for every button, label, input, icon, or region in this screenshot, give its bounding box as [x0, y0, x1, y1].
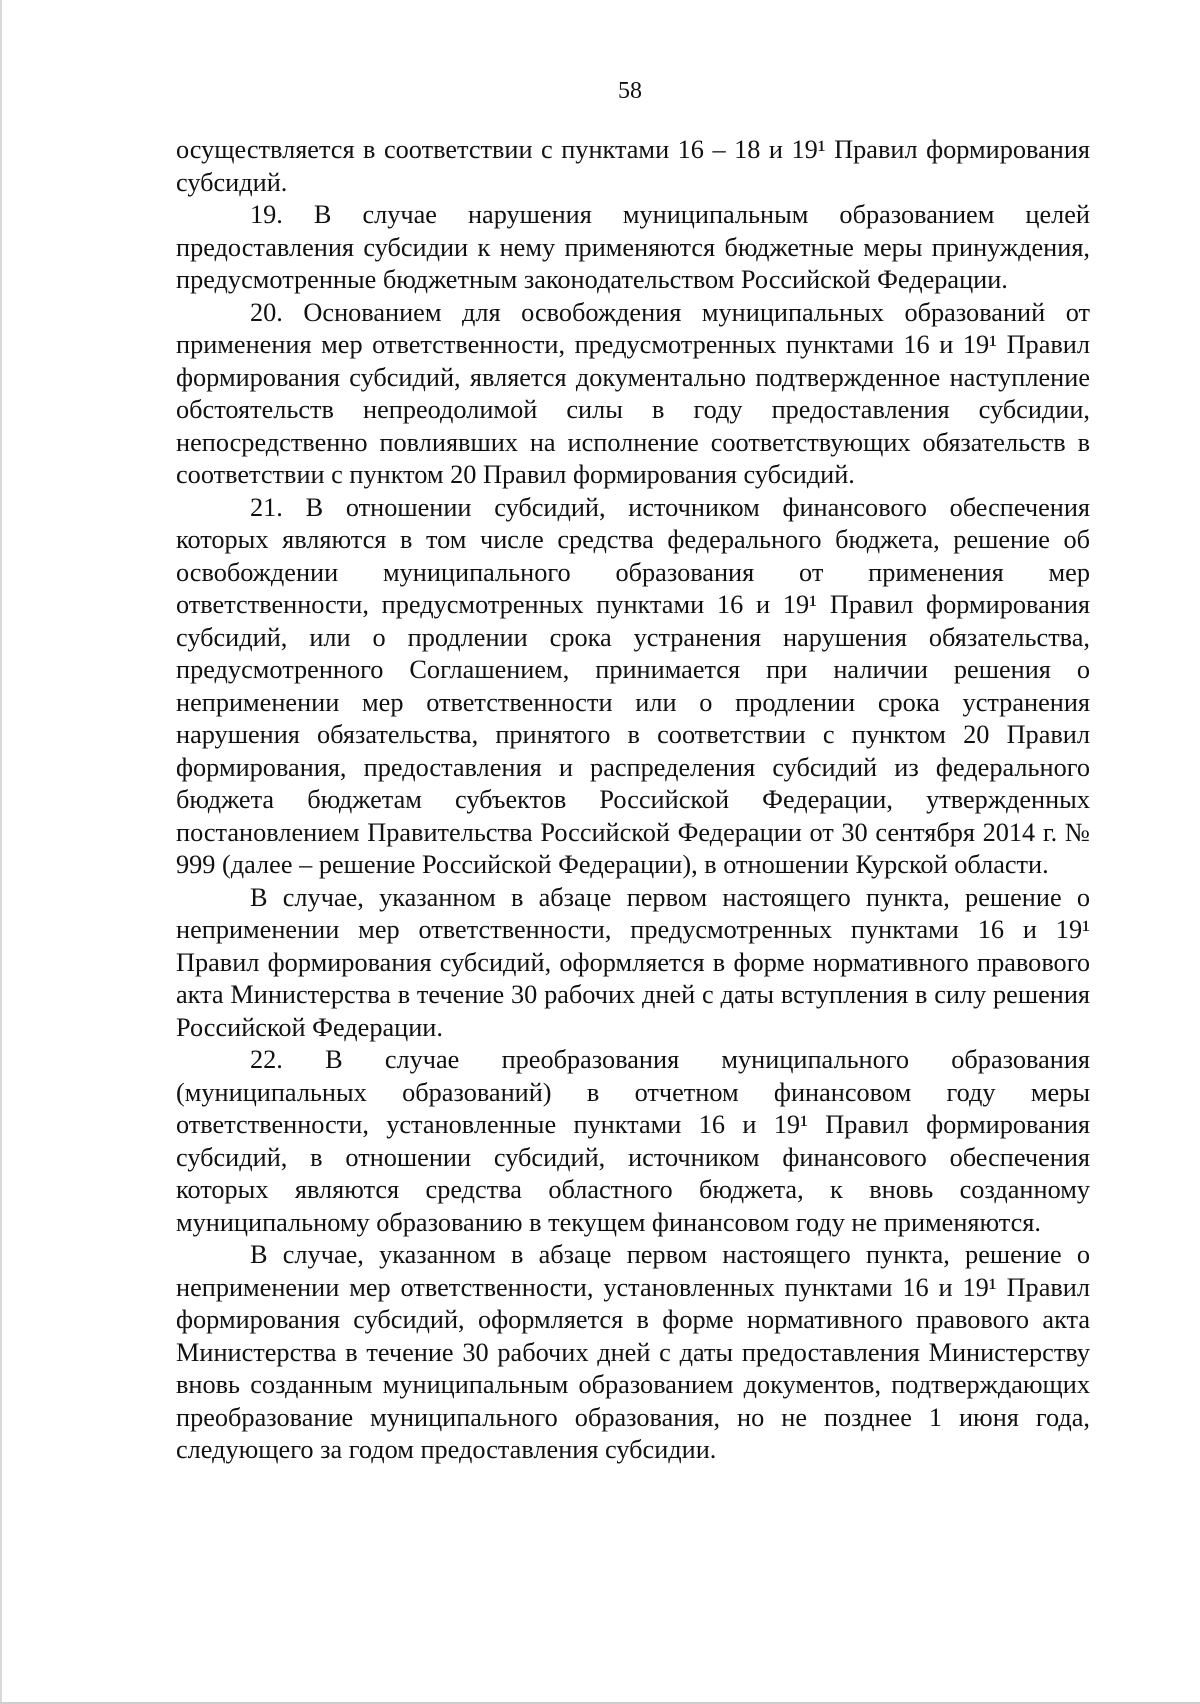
- paragraph-item-19: 19. В случае нарушения муниципальным образованием целей предоставления субсидии к нему применяются бюджетные меры принуждения, предусмотренные бюджетным законодательством Российской Федерации.: [176, 200, 1090, 294]
- paragraph-item-21: 21. В отношении субсидий, источником финансового обеспечения которых являются в том числе средства федерального бюджета, решение об освобождении муниципального образования от применения мер ответственности, предусмотренных пунктами 16 и 19¹ Правил формирования субсидий, или о продлении срока устранения нарушения обязательства, предусмотренного Соглашением, принимается при наличии решения о неприменении мер ответственности или о продлении срока устранения нарушения обязательства, принятого в соответствии с пунктом 20 Правил формирования, предоставления и распределения субсидий из федерального бюджета бюджетам субъектов Российской Федерации, утвержденных постановлением Правительства Российской Федерации от 30 сентября 2014 г. № 999 (далее – решение Российской Федерации), в отношении Курской области.: [176, 492, 1090, 879]
- document-body: [176, 134, 1090, 1467]
- paragraph-continuation: осуществляется в соответствии с пунктами 16 – 18 и 19¹ Правил формирования субсидий.: [176, 135, 1090, 197]
- scan-edge-left: [0, 0, 2, 1704]
- paragraph-item-22-case: В случае, указанном в абзаце первом настоящего пункта, решение о неприменении мер ответственности, установленных пунктами 16 и 19¹ Правил формирования субсидий, оформляется в форме нормативного правового акта Министерства в течение 30 рабочих дней с даты предоставления Министерству вновь созданным муниципальным образованием документов, подтверждающих преобразование муниципального образования, но не позднее 1 июня года, следующего за годом предоставления субсидии.: [176, 1240, 1090, 1464]
- paragraph-item-21-case: В случае, указанном в абзаце первом настоящего пункта, решение о неприменении мер ответственности, предусмотренных пунктами 16 и 19¹ Правил формирования субсидий, оформляется в форме нормативного правового акта Министерства в течение 30 рабочих дней с даты вступления в силу решения Российской Федерации.: [176, 882, 1090, 1042]
- paragraph-item-22: 22. В случае преобразования муниципального образования (муниципальных образований) в отчетном финансовом году меры ответственности, установленные пунктами 16 и 19¹ Правил формирования субсидий, в отношении субсидий, источником финансового обеспечения которых являются средства областного бюджета, к вновь созданному муниципальному образованию в текущем финансовом году не применяются.: [176, 1045, 1090, 1237]
- page-number: 58: [618, 78, 642, 104]
- paragraph-item-20: 20. Основанием для освобождения муниципальных образований от применения мер ответственности, предусмотренных пунктами 16 и 19¹ Правил формирования субсидий, является документально подтвержденное наступление обстоятельств непреодолимой силы в году предоставления субсидии, непосредственно повлиявших на исполнение соответствующих обязательств в соответствии с пунктом 20 Правил формирования субсидий.: [176, 297, 1090, 489]
